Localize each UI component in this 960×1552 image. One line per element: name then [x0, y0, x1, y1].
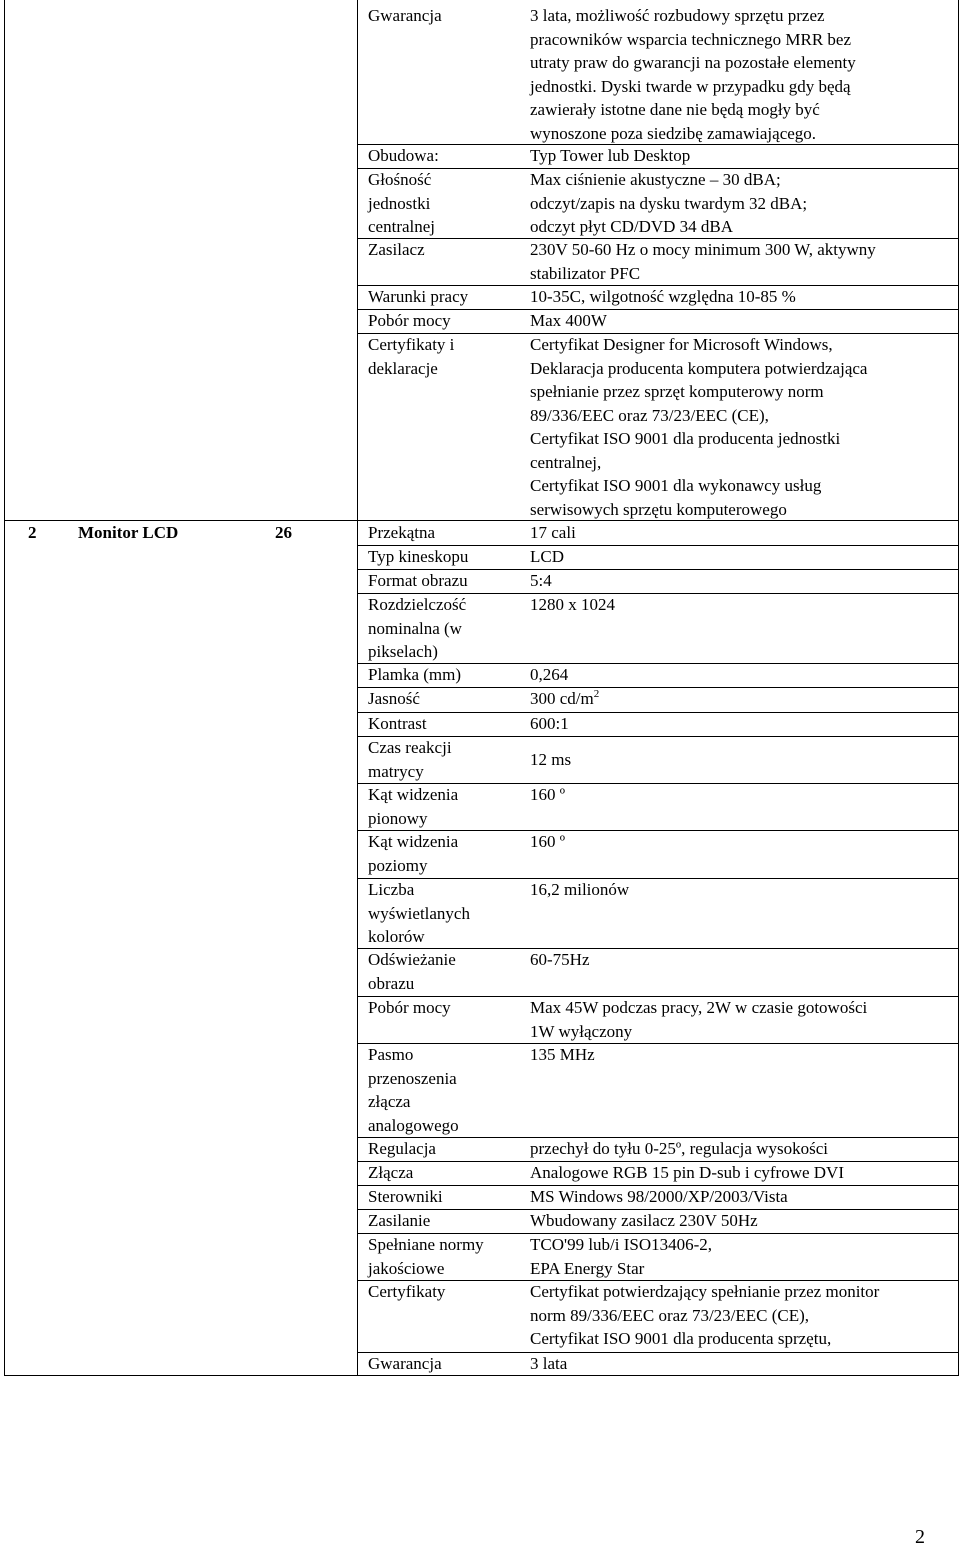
monitor-value [530, 878, 629, 902]
monitor-value-text: LCD [530, 547, 564, 566]
monitor-value [530, 996, 867, 1020]
monitor-value-text: norm 89/336/EEC oraz 73/23/EEC (CE), [530, 1305, 810, 1325]
top-value-text: 10-35C, wilgotność względna 10-85 % [530, 287, 796, 306]
monitor-label: Certyfikaty [368, 1282, 446, 1301]
monitor-value-text: 12 ms [530, 750, 572, 769]
top-value-text: Certyfikat Designer for Microsoft Windows, [530, 335, 833, 354]
top-label: Zasilacz [368, 240, 425, 259]
monitor-value-text: 60-75Hz [530, 950, 590, 969]
monitor-label: Przekątna [368, 523, 436, 542]
top-value-text: wynoszone poza siedzibę zamawiającego. [530, 123, 817, 143]
monitor-value-text: 160 º [530, 832, 566, 851]
monitor-value-text: EPA Energy Star [530, 1258, 645, 1278]
top-value [530, 51, 856, 75]
top-value [530, 474, 821, 498]
top-value [530, 28, 851, 52]
monitor-value-text: 160 º [530, 785, 566, 804]
monitor-value-text: 5:4 [530, 571, 552, 590]
top-value [530, 451, 601, 475]
row-separator [357, 736, 959, 737]
monitor-value [530, 1161, 844, 1185]
row-separator [357, 545, 959, 546]
monitor-value [530, 1185, 788, 1209]
row-separator [357, 238, 959, 239]
top-value [530, 309, 607, 333]
top-label: jednostki [368, 193, 431, 213]
monitor-value [530, 1327, 831, 1351]
row-separator [357, 593, 959, 594]
monitor-value [530, 569, 552, 593]
monitor-value [530, 521, 576, 545]
monitor-value [530, 1209, 758, 1233]
top-value [530, 122, 816, 146]
monitor-value [530, 687, 599, 714]
top-value-text: centralnej, [530, 452, 602, 472]
monitor-label: Jasność [368, 689, 420, 708]
label-column-border [357, 0, 358, 1376]
row-separator [357, 712, 959, 713]
top-value-text: 230V 50-60 Hz o mocy minimum 300 W, aktywny [530, 240, 876, 259]
row-separator [357, 1161, 959, 1162]
row-separator [357, 948, 959, 949]
row-separator [357, 569, 959, 570]
row-separator [357, 1185, 959, 1186]
row-separator [357, 333, 959, 334]
monitor-value [530, 593, 615, 617]
monitor-value-text: Certyfikat ISO 9001 dla producenta sprzętu, [530, 1329, 832, 1348]
row-separator [357, 830, 959, 831]
monitor-value-text: 1W wyłączony [530, 1021, 633, 1041]
monitor-value [530, 1233, 712, 1257]
row-separator [357, 1043, 959, 1044]
monitor-label: Spełniane normy [368, 1235, 484, 1254]
monitor-label: obrazu [368, 973, 415, 993]
monitor-label: Kąt widzenia [368, 832, 459, 851]
monitor-value-text: MS Windows 98/2000/XP/2003/Vista [530, 1187, 788, 1206]
monitor-label: Typ kineskopu [368, 547, 469, 566]
row-separator [357, 1233, 959, 1234]
top-value-text: Deklaracja producenta komputera potwierdzająca [530, 358, 868, 378]
top-value-text: stabilizator PFC [530, 263, 641, 283]
monitor-number: 2 [28, 523, 37, 542]
monitor-name: Monitor LCD [78, 523, 179, 542]
monitor-label: poziomy [368, 855, 428, 875]
top-value [530, 75, 851, 99]
top-label: Warunki pracy [368, 287, 469, 306]
monitor-label: Sterowniki [368, 1187, 443, 1206]
monitor-value-text: przechył do tyłu 0-25º, regulacja wysokości [530, 1139, 828, 1158]
monitor-value-text: Analogowe RGB 15 pin D-sub i cyfrowe DVI [530, 1163, 844, 1182]
row-separator [357, 996, 959, 997]
monitor-label: kolorów [368, 927, 425, 946]
top-value-text: utraty praw do gwarancji na pozostałe elementy [530, 53, 856, 72]
monitor-label: Odświeżanie [368, 950, 456, 969]
top-value-text: pracowników wsparcia technicznego MRR bez [530, 29, 851, 49]
top-label: Głośność [368, 170, 432, 189]
top-value [530, 238, 876, 262]
row-separator [357, 687, 959, 688]
top-label: Obudowa: [368, 146, 439, 165]
row-separator [357, 168, 959, 169]
top-value [530, 357, 867, 381]
top-value [530, 380, 824, 404]
monitor-value [530, 783, 565, 807]
monitor-value [530, 712, 569, 736]
top-value [530, 98, 820, 122]
monitor-label: Złącza [368, 1163, 414, 1182]
monitor-value-text: 600:1 [530, 714, 569, 733]
monitor-label: złącza [368, 1092, 411, 1111]
top-value-text: Typ Tower lub Desktop [530, 146, 691, 165]
monitor-value [530, 1020, 632, 1044]
monitor-value-text: 17 cali [530, 523, 576, 542]
monitor-value [530, 663, 568, 687]
monitor-label: Rozdzielczość [368, 595, 467, 614]
monitor-label: Czas reakcji [368, 738, 452, 757]
top-value-text: odczyt płyt CD/DVD 34 dBA [530, 217, 734, 236]
monitor-label: Pobór mocy [368, 998, 451, 1017]
monitor-label: Regulacja [368, 1139, 436, 1158]
monitor-value-text: TCO'99 lub/i ISO13406-2, [530, 1235, 713, 1254]
top-value [530, 215, 733, 239]
top-value [530, 168, 781, 192]
monitor-value [530, 1352, 567, 1376]
monitor-value [530, 1043, 595, 1067]
monitor-label: pionowy [368, 808, 428, 828]
table-bottom-border [4, 1375, 959, 1376]
monitor-value-text: 0,264 [530, 665, 569, 684]
top-label: Pobór mocy [368, 311, 451, 330]
monitor-label: Gwarancja [368, 1354, 442, 1373]
monitor-value [530, 1137, 828, 1161]
monitor-value-text: 3 lata [530, 1354, 568, 1373]
monitor-label: Zasilanie [368, 1211, 431, 1230]
table-right-border [958, 0, 959, 1376]
monitor-label: jakościowe [368, 1258, 445, 1278]
monitor-value [530, 748, 571, 772]
monitor-label: matrycy [368, 761, 424, 781]
monitor-quantity: 26 [275, 523, 292, 542]
top-value-text: Max 400W [530, 311, 607, 330]
row-separator [357, 783, 959, 784]
top-value [530, 498, 787, 522]
monitor-label: Format obrazu [368, 571, 468, 590]
top-value-text: 3 lata, możliwość rozbudowy sprzętu przez [530, 6, 825, 25]
top-value-text: 89/336/EEC oraz 73/23/EEC (CE), [530, 405, 769, 425]
row-separator [357, 285, 959, 286]
monitor-label: nominalna (w [368, 618, 462, 638]
monitor-value [530, 948, 589, 972]
table-left-border [4, 0, 5, 1376]
top-value-text: spełnianie przez sprzęt komputerowy norm [530, 382, 824, 401]
page-number: 2 [915, 1526, 925, 1548]
top-value [530, 404, 769, 428]
row-separator [357, 309, 959, 310]
monitor-label: Kontrast [368, 714, 427, 733]
top-value-text: odczyt/zapis na dysku twardym 32 dBA; [530, 193, 808, 213]
monitor-value-text: Max 45W podczas pracy, 2W w czasie gotowości [530, 998, 868, 1017]
top-value-text: Certyfikat ISO 9001 dla wykonawcy usług [530, 476, 822, 495]
top-value [530, 192, 807, 216]
monitor-value-text: 16,2 milionów [530, 880, 630, 899]
monitor-label: wyświetlanych [368, 903, 470, 923]
monitor-value [530, 1257, 644, 1281]
top-label: Certyfikaty i [368, 335, 455, 354]
top-value-text: jednostki. Dyski twarde w przypadku gdy będą [530, 76, 851, 96]
row-separator [357, 878, 959, 879]
top-value [530, 262, 640, 286]
row-separator [357, 663, 959, 664]
monitor-label: Liczba [368, 880, 415, 899]
row-separator [357, 1352, 959, 1353]
row-separator [357, 1209, 959, 1210]
row-separator [357, 144, 959, 145]
monitor-label: Pasmo [368, 1045, 414, 1064]
top-value-text: serwisowych sprzętu komputerowego [530, 499, 787, 519]
top-value [530, 144, 690, 168]
monitor-value [530, 1304, 809, 1328]
monitor-value [530, 545, 564, 569]
monitor-label: przenoszenia [368, 1068, 457, 1088]
top-label: centralnej [368, 217, 436, 236]
top-value [530, 427, 840, 451]
top-value [530, 333, 833, 357]
monitor-value [530, 830, 565, 854]
top-value-text: zawierały istotne dane nie będą mogły być [530, 100, 820, 119]
top-label: deklaracje [368, 358, 438, 378]
superscript: 2 [593, 688, 600, 700]
monitor-value-text: Certyfikat potwierdzający spełnianie przez monitor [530, 1282, 880, 1301]
monitor-value-text: 300 cd/m [530, 689, 594, 708]
top-label: Gwarancja [368, 6, 442, 25]
monitor-label: Plamka (mm) [368, 665, 462, 684]
row-separator [357, 1137, 959, 1138]
monitor-label: analogowego [368, 1115, 459, 1135]
monitor-value-text: 1280 x 1024 [530, 595, 615, 614]
monitor-label: Kąt widzenia [368, 785, 459, 804]
top-value-text: Max ciśnienie akustyczne – 30 dBA; [530, 170, 781, 189]
monitor-value-text: 135 MHz [530, 1045, 595, 1064]
top-value-text: Certyfikat ISO 9001 dla producenta jednostki [530, 429, 841, 448]
top-value [530, 4, 825, 28]
monitor-value [530, 1280, 879, 1304]
top-value [530, 285, 796, 309]
row-separator [357, 1280, 959, 1281]
monitor-value-text: Wbudowany zasilacz 230V 50Hz [530, 1211, 758, 1230]
monitor-label: pikselach) [368, 642, 438, 661]
